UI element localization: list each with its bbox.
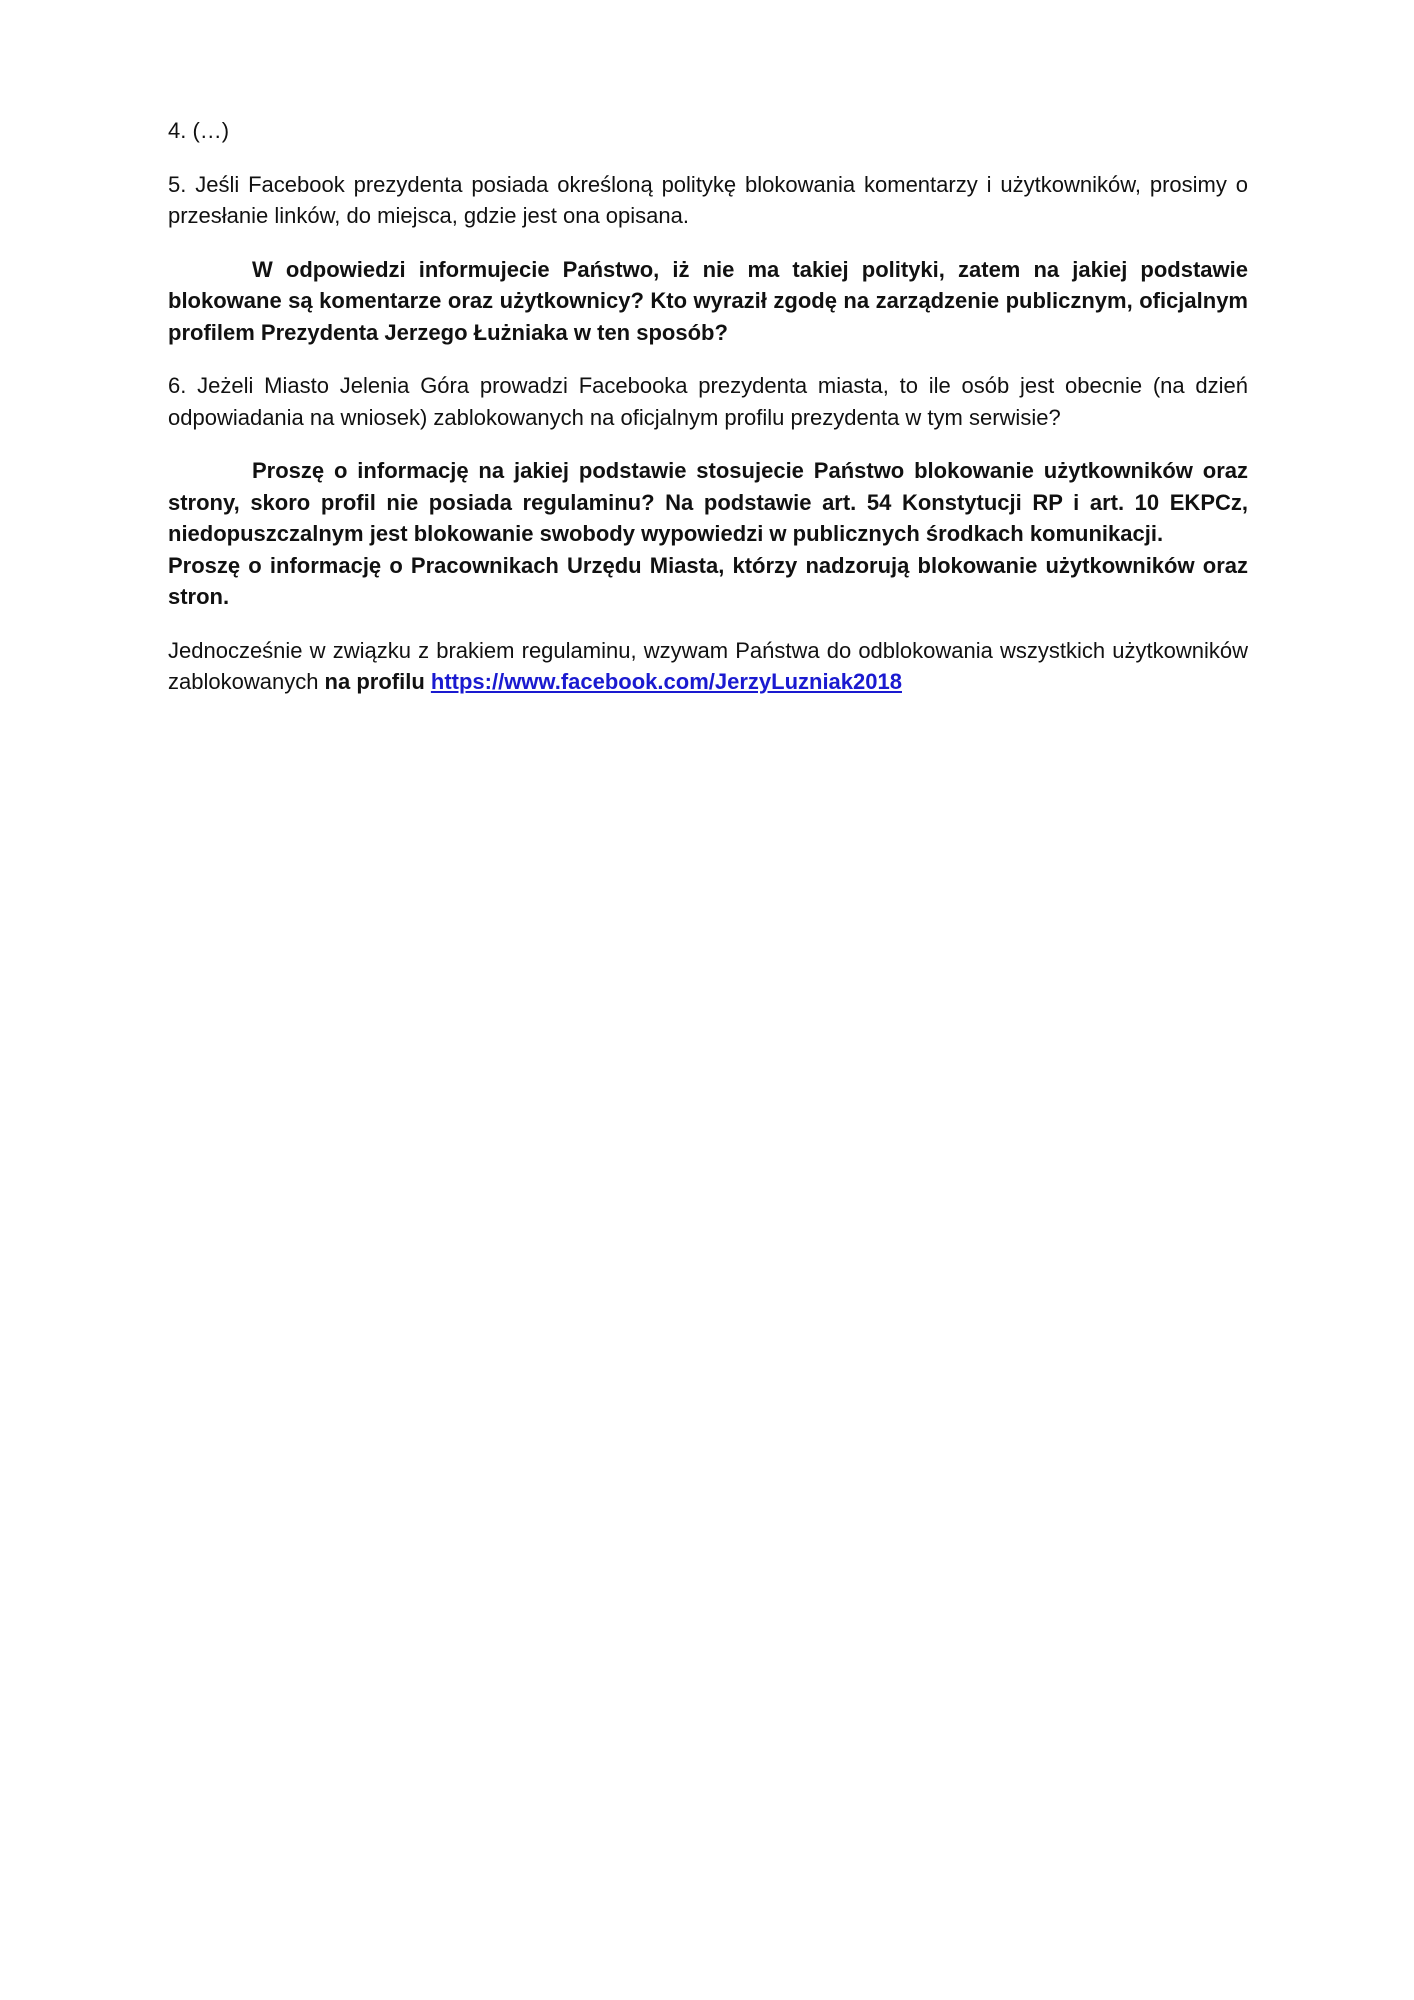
item-6-question: 6. Jeżeli Miasto Jelenia Góra prowadzi Facebooka prezydenta miasta, to ile osób jest obecnie (na dzień odpowiadania na wniosek) zablokowanych na oficjalnym profilu prezydenta w tym serwisie? (168, 373, 1248, 430)
closing-bold-text: na profilu (324, 669, 431, 694)
document-body (168, 115, 1248, 720)
closing-paragraph (168, 635, 1248, 698)
facebook-profile-link[interactable]: https://www.facebook.com/JerzyLuzniak2018 (430, 669, 902, 694)
closing-text: Jednocześnie w związku z brakiem regulaminu, wzywam Państwa do odblokowania wszystkich użytkowników zablokowanych (168, 637, 1248, 694)
item-6-response-legal: Proszę o informację na jakiej podstawie stosujecie Państwo blokowanie użytkowników oraz strony, skoro profil nie posiada regulaminu? Na podstawie art. 54 Konstytucji RP i art. 10 EKPCz, niedopuszczalnym jest blokowanie swobody wypowiedzi w publicznych środkach komunikacji. (168, 458, 1248, 546)
item-5-response: W odpowiedzi informujecie Państwo, iż nie ma takiej polityki, zatem na jakiej podstawie blokowane są komentarze oraz użytkownicy? Kto wyraził zgodę na zarządzenie publicznym, oficjalnym profilem Prezydenta Jerzego Łużniaka w ten sposób? (168, 256, 1248, 345)
item-5-question: 5. Jeśli Facebook prezydenta posiada określoną politykę blokowania komentarzy i użytkowników, prosimy o przesłanie linków, do miejsca, gdzie jest ona opisana. (168, 171, 1248, 228)
item-6-response-staff: Proszę o informację o Pracownikach Urzędu Miasta, którzy nadzorują blokowanie użytkowników oraz stron. (168, 552, 1248, 609)
item-4: 4. (…) (168, 118, 230, 143)
